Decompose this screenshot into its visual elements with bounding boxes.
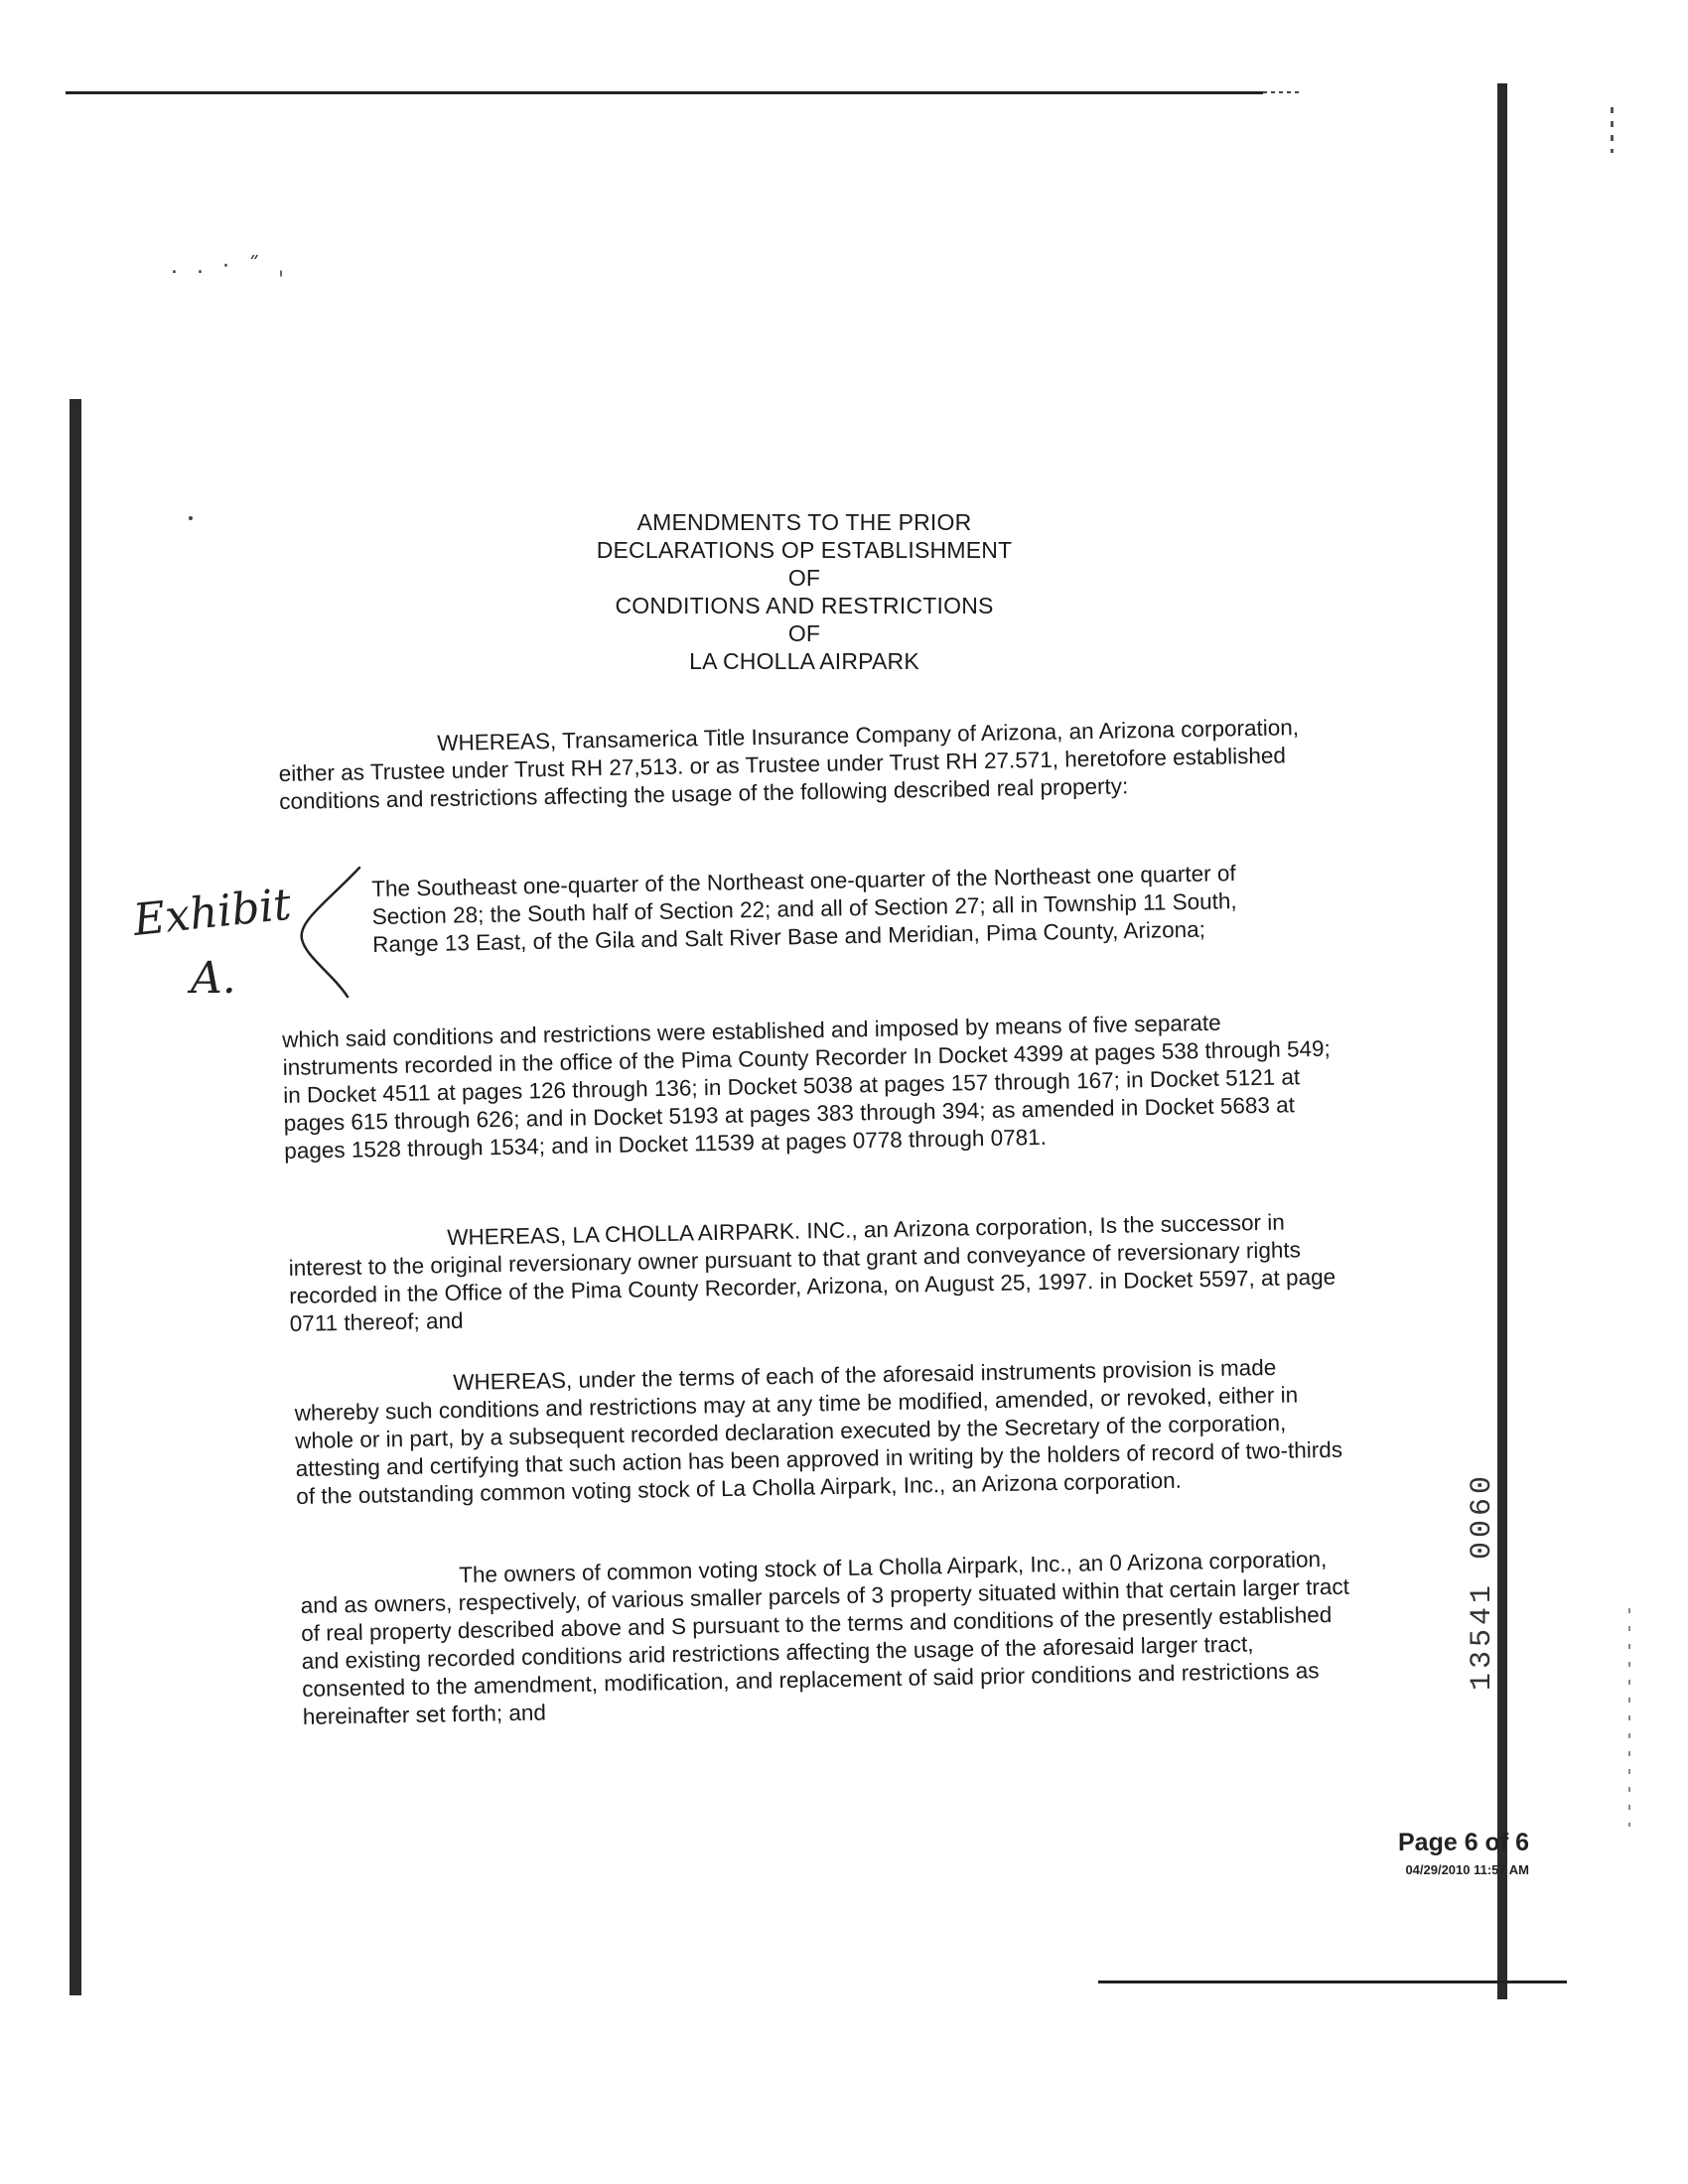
recording-history-paragraph: which said conditions and restrictions were established and imposed by means of five separate instruments recorded in the office of the Pima County Recorder In Docket 4399 at pages 538 through 549; in Docket 4511 at pages 126 through 136; in Docket 5038 at pages 157 through 167; in Docket 5121 at pages 615 through 626; and in Docket 5193 at pages 383 through 394; as amended in Docket 5683 at pages 1528 through 1534; and in Docket 11539 at pages 0778 through 0781.	[282, 1010, 1332, 1163]
handwritten-exhibit-label: Exhibit	[131, 879, 294, 946]
title-line: LA CHOLLA AIRPARK	[689, 648, 919, 674]
page-number: Page 6 of 6	[1398, 1829, 1529, 1856]
whereas-paragraph-1	[278, 714, 1332, 816]
paragraph-text: WHEREAS, under the terms of each of the aforesaid instruments provision is made whereby such conditions and restrictions may at any time be modified, amended, or revoked, either in whole or in part, by a subsequent recorded declaration executed by the Secretary of the corporation, attesting and certifying that such action has been approved in writing by the holders of record of two-thirds of the outstanding common voting stock of La Cholla Airpark, Inc., an Arizona corporation.	[294, 1354, 1343, 1509]
paragraph-text: WHEREAS, Transamerica Title Insurance Company of Arizona, an Arizona corporation, either as Trustee under Trust RH 27,513. or as Trustee under Trust RH 27.571, heretofore established conditions and restrictions affecting the usage of the following described real property:	[278, 715, 1300, 814]
print-timestamp: 04/29/2010 11:57 AM	[1405, 1862, 1529, 1877]
legal-description: The Southeast one-quarter of the Northeast one-quarter of the Northeast one quarter of Section 28; the South half of Section 22; and all of Section 27; all in Township 11 South, Range 13 East, of the Gila and Salt River Base and Meridian, Pima County, Arizona;	[371, 861, 1237, 957]
title-line: OF	[787, 620, 821, 646]
left-margin-bar	[70, 399, 81, 1995]
edge-marks-lower	[1628, 1608, 1630, 1827]
title-line: CONDITIONS AND RESTRICTIONS	[615, 593, 994, 618]
handwritten-bracket	[288, 862, 377, 1001]
whereas-paragraph-2	[288, 1208, 1342, 1338]
title-line: AMENDMENTS TO THE PRIOR	[636, 509, 972, 535]
paragraph-text: The owners of common voting stock of La Cholla Airpark, Inc., an 0 Arizona corporation, and as owners, respectively, of various smaller parcels of 3 property situated within that certain larger tract of real property described above and S pursuant to the terms and conditions of the presently established and existing recorded conditions arid restrictions affecting the usage of the aforesaid larger tract, consented to the amendment, modification, and replacement of said prior conditions and restrictions as hereinafter set forth; and	[300, 1547, 1350, 1729]
title-line: OF	[787, 565, 821, 591]
scan-specks: . . · ˝ ˌ	[171, 254, 290, 279]
handwritten-a-label: A.	[191, 953, 236, 1004]
whereas-paragraph-3	[294, 1353, 1348, 1511]
recorder-docket-stamp	[1452, 1457, 1521, 1706]
title-line: DECLARATIONS OP ESTABLISHMENT	[596, 537, 1013, 563]
top-border-dash	[1263, 91, 1303, 93]
bottom-border-rule	[1098, 1980, 1567, 1983]
docket-stamp-text: 13541 0060	[1466, 1471, 1499, 1692]
document-title	[338, 508, 1271, 675]
edge-marks	[1611, 107, 1614, 153]
right-margin-bar	[1497, 83, 1507, 1999]
scan-dot	[189, 516, 193, 520]
paragraph-text: WHEREAS, LA CHOLLA AIRPARK. INC., an Arizona corporation, Is the successor in interest to the original reversionary owner pursuant to that grant and conveyance of reversionary rights recorded in the Office of the Pima County Recorder, Arizona, on August 25, 1997. in Docket 5597, at page 0711 thereof; and	[288, 1209, 1336, 1336]
owners-paragraph	[300, 1546, 1355, 1731]
top-border-rule	[66, 91, 1263, 94]
